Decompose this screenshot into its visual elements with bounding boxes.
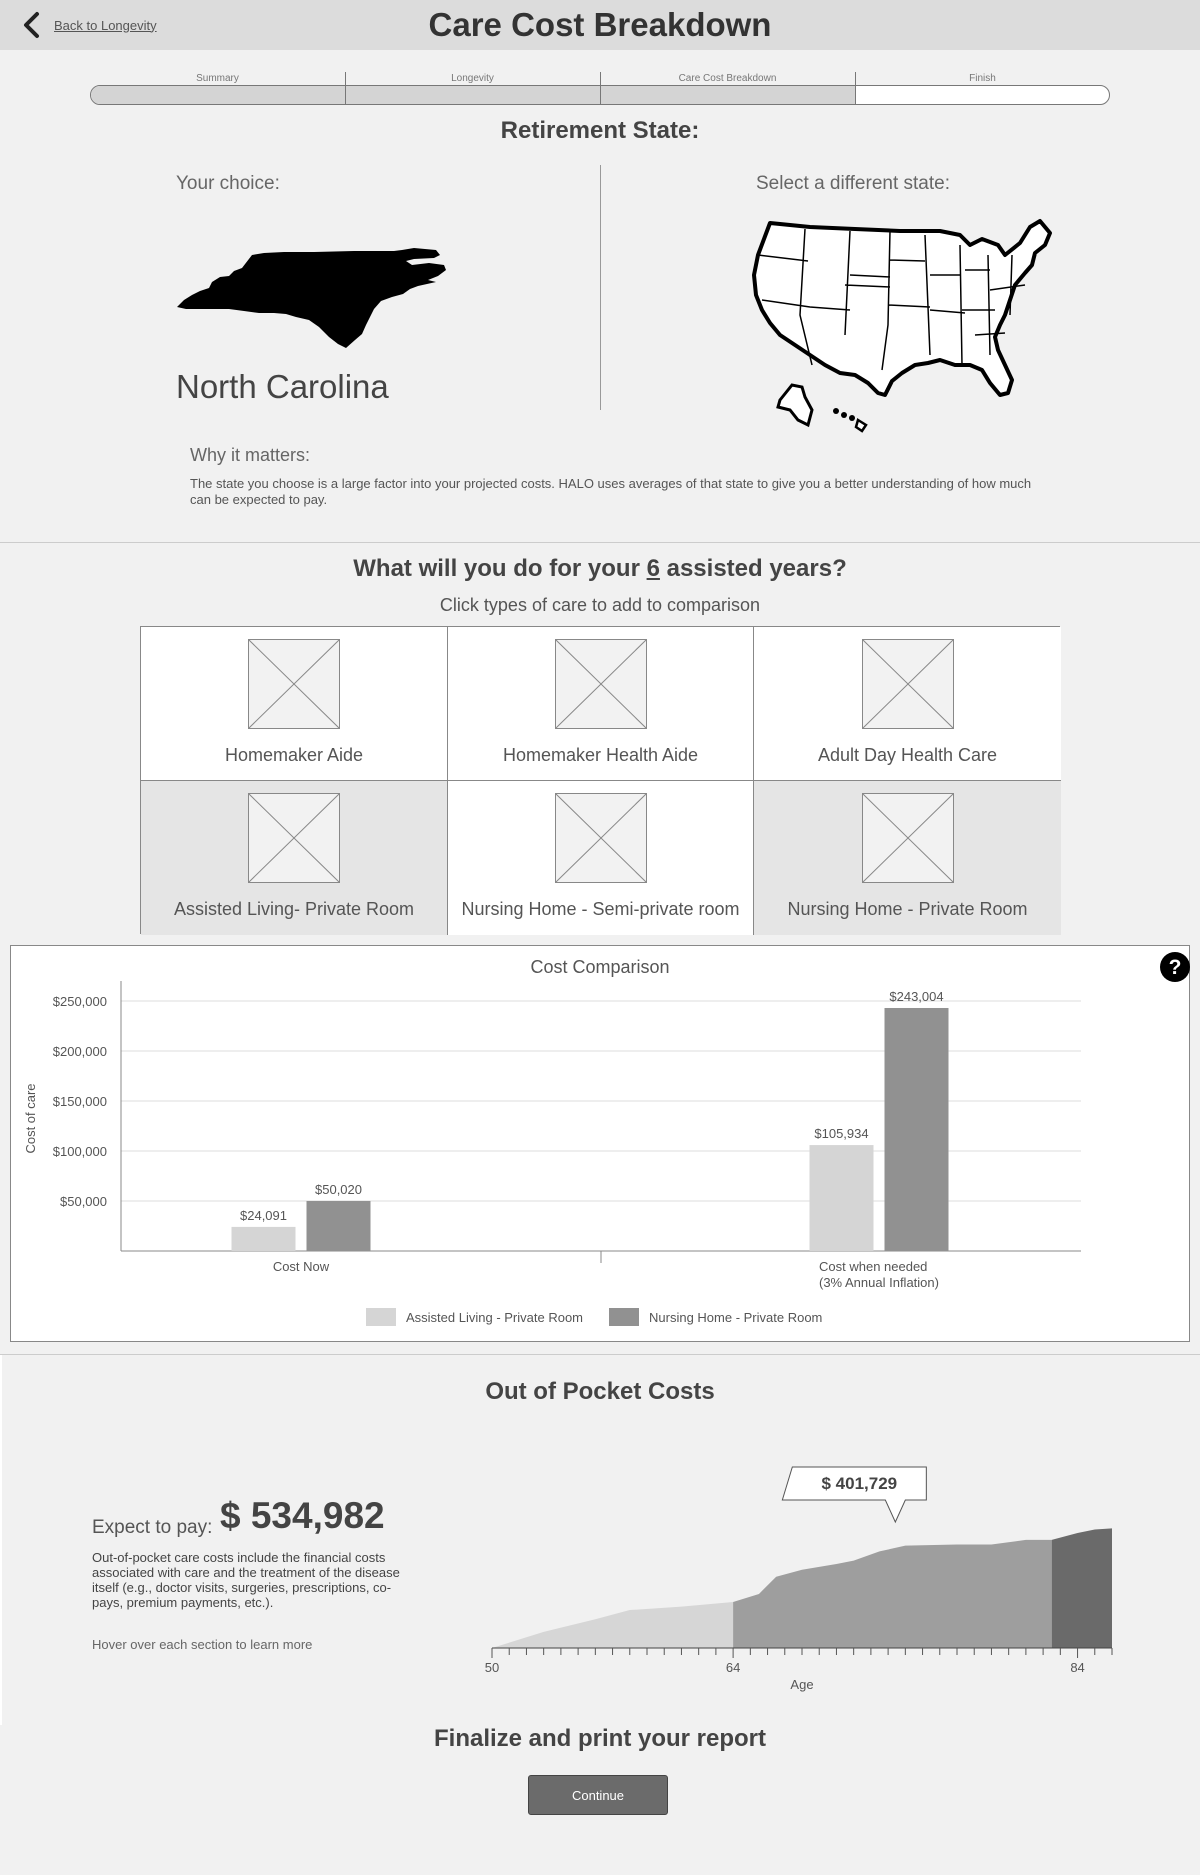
care-option-label: Homemaker Aide (224, 745, 364, 765)
select-state-label: Select a different state: (756, 173, 950, 194)
out-of-pocket-title: Out of Pocket Costs (485, 1378, 715, 1405)
cost-comparison-chart (11, 946, 1189, 1341)
page-title: Care Cost Breakdown (428, 6, 772, 43)
progress-stepper (90, 72, 1110, 106)
care-types-subtitle: Click types of care to add to comparison (439, 595, 761, 615)
image-placeholder-icon (248, 793, 340, 883)
y-tick-label: $200,000 (52, 1044, 107, 1059)
us-map-icon[interactable] (750, 215, 1060, 440)
continue-button[interactable]: Continue (528, 1775, 668, 1815)
care-option[interactable] (448, 627, 754, 781)
care-option[interactable] (448, 781, 754, 935)
bar[interactable] (885, 1008, 949, 1251)
svg-text:?: ? (1168, 956, 1182, 979)
y-tick-label: $250,000 (52, 994, 107, 1009)
category-label: (3% Annual Inflation) (819, 1275, 939, 1290)
area-segment[interactable] (733, 1540, 1052, 1648)
out-of-pocket-description: Out-of-pocket care costs include the financial costs associated with care and the treatment of the disease itself (e.g., doctor visits, surgeries, prescriptions, co-pays, premium payments, etc.). (92, 1550, 400, 1610)
step-finish[interactable]: Finish (969, 73, 996, 84)
legend-label: Assisted Living - Private Room (406, 1310, 584, 1325)
bar[interactable] (810, 1145, 874, 1251)
back-link-label: Back to Longevity (54, 17, 157, 33)
section-divider (0, 542, 1200, 543)
selected-state-name: North Carolina (176, 368, 389, 405)
care-option-label: Nursing Home - Private Room (787, 899, 1028, 919)
category-label: Cost when needed (819, 1259, 928, 1274)
image-placeholder-icon (555, 639, 647, 729)
care-option-label: Adult Day Health Care (817, 745, 998, 765)
care-option-label: Assisted Living- Private Room (173, 899, 415, 919)
expect-to-pay-label: Expect to pay: (92, 1517, 213, 1538)
x-tick-label: 64 (725, 1660, 741, 1675)
area-segment[interactable] (1052, 1528, 1112, 1648)
assisted-years-suffix: assisted years? (666, 555, 847, 582)
image-placeholder-icon (862, 793, 954, 883)
bar[interactable] (232, 1227, 296, 1251)
x-tick-label: 50 (484, 1660, 500, 1675)
y-tick-label: $100,000 (52, 1144, 107, 1159)
highlight-value: $ 401,729 (821, 1474, 898, 1493)
image-placeholder-icon (248, 639, 340, 729)
care-option[interactable] (754, 627, 1061, 781)
chart-title: Cost Comparison (530, 957, 670, 977)
state-divider (600, 165, 601, 410)
category-label: Cost Now (272, 1259, 330, 1274)
out-of-pocket-area-chart[interactable] (470, 1455, 1130, 1695)
expect-to-pay-value: $ 534,982 (220, 1495, 385, 1536)
care-type-grid (140, 626, 1060, 934)
x-tick-label: 84 (1070, 1660, 1085, 1675)
assisted-years-title (0, 555, 1200, 583)
bar[interactable] (307, 1201, 371, 1251)
legend-swatch (366, 1308, 396, 1326)
bar-value-label: $50,020 (315, 1181, 362, 1197)
step-summary[interactable]: Summary (196, 73, 239, 84)
care-option[interactable] (141, 781, 448, 935)
area-segment[interactable] (492, 1602, 733, 1648)
section-divider (0, 1354, 1200, 1355)
bar-value-label: $105,934 (814, 1126, 869, 1142)
north-carolina-shape-icon (174, 245, 450, 355)
your-choice-label: Your choice: (176, 173, 280, 194)
why-it-matters-text: The state you choose is a large factor into your projected costs. HALO uses averages of that state to give you a better understanding of how much can be expected to pay. (190, 476, 1032, 507)
header-bar (0, 0, 1200, 50)
care-option-label: Homemaker Health Aide (502, 745, 699, 765)
image-placeholder-icon (862, 639, 954, 729)
legend-swatch (609, 1308, 639, 1326)
care-option[interactable] (754, 781, 1061, 935)
retirement-state-title: Retirement State: (500, 117, 700, 144)
y-tick-label: $150,000 (52, 1094, 107, 1109)
x-axis-label: Age (790, 1677, 814, 1692)
bar-value-label: $243,004 (889, 988, 944, 1004)
y-axis-label: Cost of care (23, 1083, 38, 1154)
hover-hint: Hover over each section to learn more (92, 1637, 313, 1652)
y-tick-label: $50,000 (60, 1194, 107, 1209)
step-care-cost-breakdown[interactable]: Care Cost Breakdown (678, 73, 777, 84)
help-icon[interactable] (1159, 951, 1191, 983)
why-it-matters-title: Why it matters: (190, 445, 311, 465)
bar-value-label: $24,091 (240, 1207, 287, 1223)
care-option-label: Nursing Home - Semi-private room (461, 899, 740, 919)
assisted-years-count: 6 (646, 555, 660, 582)
care-option[interactable] (141, 627, 448, 781)
finalize-title: Finalize and print your report (433, 1725, 767, 1752)
step-longevity[interactable]: Longevity (451, 73, 494, 84)
cost-comparison-panel (10, 945, 1190, 1342)
image-placeholder-icon (555, 793, 647, 883)
assisted-years-prefix: What will you do for your (353, 555, 640, 582)
legend-label: Nursing Home - Private Room (649, 1310, 823, 1325)
